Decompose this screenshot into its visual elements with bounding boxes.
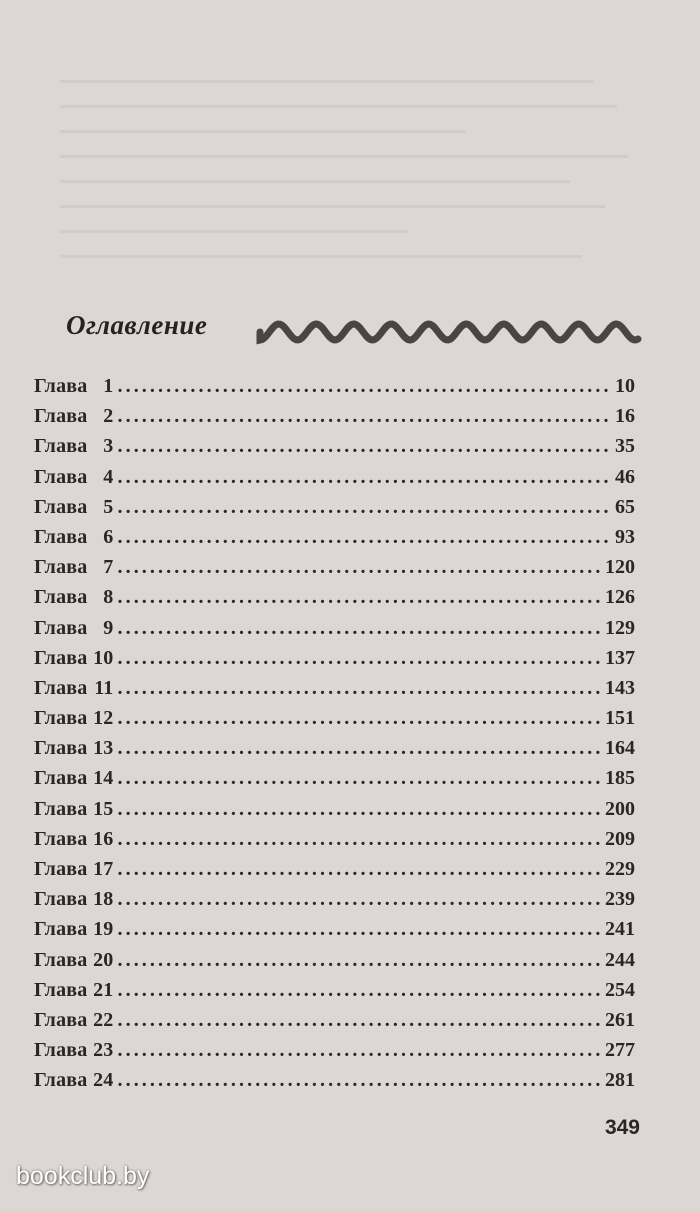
toc-entry-label: Глава 20 <box>34 948 114 971</box>
toc-entry-page: 185 <box>605 767 635 790</box>
toc-leader-dots <box>118 763 602 793</box>
toc-entry-label: Глава 5 <box>34 495 114 518</box>
toc-entry-page: 209 <box>605 827 635 850</box>
toc-leader-dots <box>118 431 612 461</box>
toc-leader-dots <box>118 371 612 401</box>
toc-list <box>34 371 635 1096</box>
toc-entry[interactable] <box>34 582 635 612</box>
toc-leader-dots <box>118 975 602 1005</box>
toc-entry-label: Глава 8 <box>34 586 114 609</box>
toc-entry-page: 281 <box>605 1069 635 1092</box>
toc-leader-dots <box>118 884 602 914</box>
toc-heading <box>66 306 642 356</box>
toc-entry-label: Глава 7 <box>34 556 114 579</box>
toc-entry-page: 244 <box>605 948 635 971</box>
toc-entry-page: 143 <box>605 676 635 699</box>
toc-entry[interactable] <box>34 733 635 763</box>
toc-entry-page: 277 <box>605 1039 635 1062</box>
toc-leader-dots <box>118 522 612 552</box>
toc-entry-page: 239 <box>605 888 635 911</box>
page-number: 349 <box>604 1116 640 1139</box>
toc-leader-dots <box>118 703 602 733</box>
toc-entry-label: Глава 1 <box>34 375 114 397</box>
toc-entry[interactable] <box>34 763 635 793</box>
toc-entry[interactable] <box>34 824 635 854</box>
toc-entry-page: 254 <box>605 978 635 1001</box>
toc-entry[interactable] <box>34 1035 635 1065</box>
toc-entry[interactable] <box>34 1005 635 1035</box>
toc-leader-dots <box>118 582 602 612</box>
toc-entry[interactable] <box>34 462 635 492</box>
toc-entry-label: Глава 23 <box>34 1039 114 1062</box>
toc-entry-page: 261 <box>605 1008 635 1031</box>
toc-leader-dots <box>118 794 602 824</box>
toc-entry-page: 93 <box>615 525 635 548</box>
toc-entry-label: Глава 22 <box>34 1008 114 1031</box>
toc-entry[interactable] <box>34 1065 635 1095</box>
toc-entry-label: Глава 24 <box>34 1069 114 1092</box>
toc-entry-label: Глава 12 <box>34 707 114 730</box>
toc-leader-dots <box>118 914 602 944</box>
toc-entry-label: Глава 10 <box>34 646 114 669</box>
toc-entry-page: 164 <box>605 737 635 760</box>
toc-entry-label: Глава 19 <box>34 918 114 941</box>
toc-entry-label: Глава 17 <box>34 858 114 880</box>
toc-entry[interactable] <box>34 975 635 1005</box>
toc-entry-label: Глава 6 <box>34 525 114 548</box>
toc-entry[interactable] <box>34 884 635 914</box>
toc-entry-page: 120 <box>605 556 635 579</box>
toc-leader-dots <box>118 945 602 975</box>
toc-entry[interactable] <box>34 431 635 461</box>
toc-entry-label: Глава 9 <box>34 616 114 639</box>
toc-leader-dots <box>118 492 612 522</box>
toc-entry[interactable] <box>34 794 635 824</box>
toc-leader-dots <box>118 462 612 492</box>
toc-entry-page: 10 <box>615 375 635 397</box>
toc-entry[interactable] <box>34 613 635 643</box>
toc-entry-page: 229 <box>605 858 635 880</box>
toc-leader-dots <box>118 673 602 703</box>
toc-entry-label: Глава 14 <box>34 767 114 790</box>
toc-entry-label: Глава 18 <box>34 888 114 911</box>
toc-entry-page: 35 <box>615 435 635 458</box>
toc-entry[interactable] <box>34 522 635 552</box>
toc-leader-dots <box>118 854 602 884</box>
wavy-ornament-icon <box>256 316 642 348</box>
toc-entry-page: 16 <box>615 405 635 428</box>
toc-entry-page: 151 <box>605 707 635 730</box>
toc-leader-dots <box>118 613 602 643</box>
toc-entry-label: Глава 16 <box>34 827 114 850</box>
toc-entry-label: Глава 3 <box>34 435 114 458</box>
toc-entry[interactable] <box>34 854 635 884</box>
show-through-text <box>60 80 640 310</box>
toc-entry[interactable] <box>34 552 635 582</box>
toc-entry[interactable] <box>34 945 635 975</box>
toc-entry-page: 200 <box>605 797 635 820</box>
toc-entry-page: 129 <box>605 616 635 639</box>
toc-entry-page: 241 <box>605 918 635 941</box>
toc-entry[interactable] <box>34 643 635 673</box>
toc-entry[interactable] <box>34 401 635 431</box>
toc-leader-dots <box>118 733 602 763</box>
toc-title: Оглавление <box>66 310 208 340</box>
toc-leader-dots <box>118 1035 602 1065</box>
toc-entry-label: Глава 15 <box>34 797 114 820</box>
toc-entry-label: Глава 11 <box>34 676 114 699</box>
toc-leader-dots <box>118 1065 602 1095</box>
toc-entry-label: Глава 13 <box>34 737 114 760</box>
toc-entry-label: Глава 4 <box>34 465 114 488</box>
watermark: bookclub.by <box>16 1162 150 1190</box>
toc-entry[interactable] <box>34 492 635 522</box>
toc-entry-page: 46 <box>615 465 635 488</box>
toc-entry[interactable] <box>34 371 635 401</box>
toc-entry[interactable] <box>34 914 635 944</box>
toc-leader-dots <box>118 824 602 854</box>
toc-entry-label: Глава 21 <box>34 978 114 1001</box>
toc-entry-label: Глава 2 <box>34 405 114 428</box>
toc-entry-page: 65 <box>615 495 635 518</box>
toc-entry-page: 137 <box>605 646 635 669</box>
toc-leader-dots <box>118 401 612 431</box>
toc-leader-dots <box>118 643 602 673</box>
toc-leader-dots <box>118 1005 602 1035</box>
toc-leader-dots <box>118 552 602 582</box>
toc-entry[interactable] <box>34 703 635 733</box>
toc-entry[interactable] <box>34 673 635 703</box>
toc-entry-page: 126 <box>605 586 635 609</box>
